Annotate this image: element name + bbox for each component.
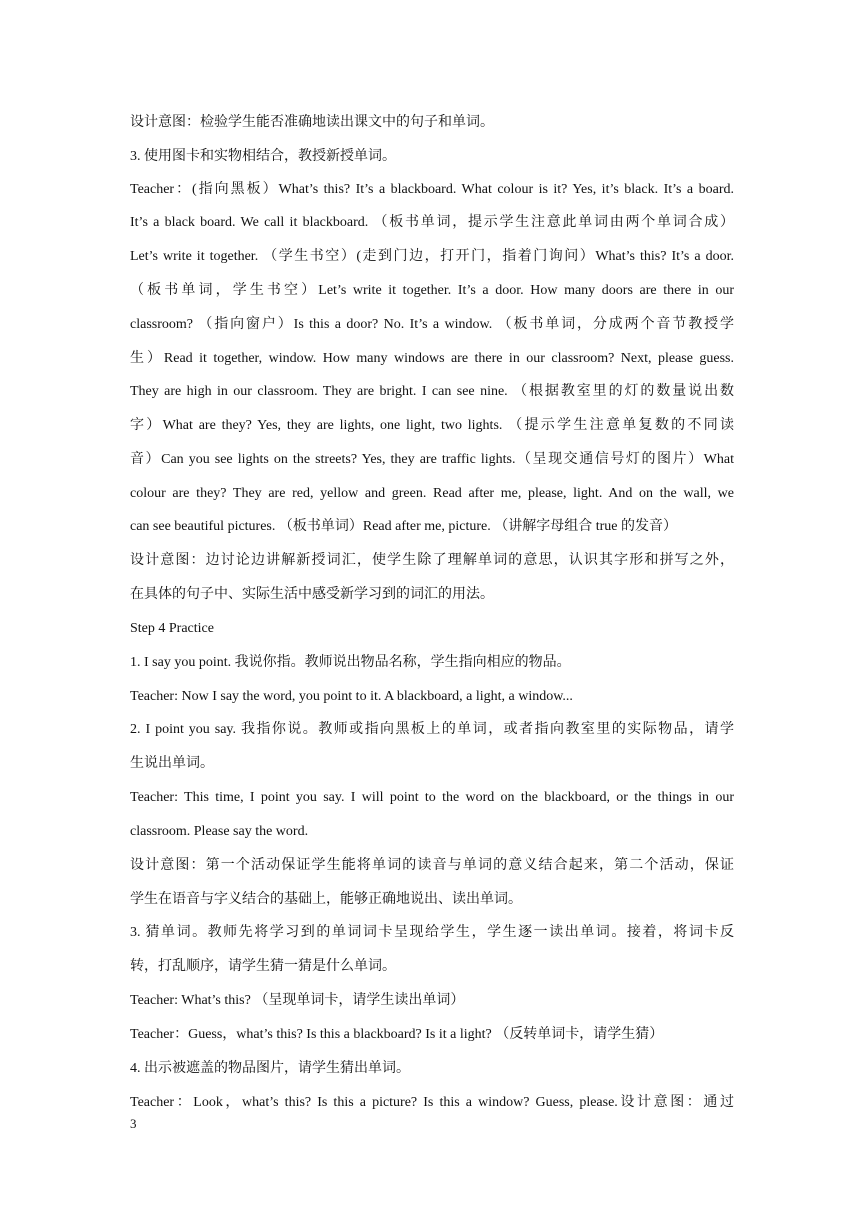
- design-intent-3: 设计意图：第一个活动保证学生能将单词的读音与单词的意义结合起来，第二个活动，保证: [130, 858, 734, 873]
- paragraph-line: can see beautiful pictures. （板书单词）Read after me, picture. （讲解字母组合 true 的发音）: [130, 519, 678, 534]
- activity-2-cont: 生说出单词。: [130, 756, 214, 771]
- activity-1: 1. I say you point. 我说你指。教师说出物品名称，学生指向相应的物品。: [130, 655, 571, 670]
- activity-3-dialog-1: Teacher: What’s this? （呈现单词卡，请学生读出单词）: [130, 993, 465, 1008]
- paragraph-line: colour are they? They are red, yellow and green. Read after me, please, light. And on the wall, we: [130, 486, 734, 501]
- design-intent-1: 设计意图：检验学生能否准确地读出课文中的句子和单词。: [130, 115, 494, 130]
- activity-1-dialog: Teacher: Now I say the word, you point to it. A blackboard, a light, a window...: [130, 689, 573, 704]
- paragraph-line: Teacher：(指向黑板）What’s this? It’s a blackboard. What colour is it? Yes, it’s black. It’s a board.: [130, 182, 734, 197]
- paragraph-line: Let’s write it together. （学生书空）(走到门边，打开门，指着门询问）What’s this? It’s a door.: [130, 249, 734, 264]
- design-intent-2: 设计意图：边讨论边讲解新授词汇，使学生除了理解单词的意思，认识其字形和拼写之外，: [130, 553, 734, 568]
- activity-2-dialog: Teacher: This time, I point you say. I will point to the word on the blackboard, or the things in our: [130, 790, 734, 805]
- paragraph-line: 生）Read it together, window. How many windows are there in our classroom? Next, please guess.: [130, 351, 734, 366]
- design-intent-3-cont: 学生在语音与字义结合的基础上，能够正确地说出、读出单词。: [130, 892, 522, 907]
- step-4-heading: Step 4 Practice: [130, 621, 214, 636]
- activity-2-dialog-cont: classroom. Please say the word.: [130, 824, 309, 839]
- paragraph-line: They are high in our classroom. They are bright. I can see nine. （根据教室里的灯的数量说出数: [130, 384, 734, 399]
- page-number: 3: [130, 1116, 137, 1131]
- step-3-heading: 3. 使用图卡和实物相结合，教授新授单词。: [130, 149, 396, 164]
- paragraph-line: （板书单词，学生书空）Let’s write it together. It’s a door. How many doors are there in our: [130, 283, 734, 298]
- activity-3-dialog-2: Teacher：Guess，what’s this? Is this a blackboard? Is it a light? （反转单词卡，请学生猜）: [130, 1027, 664, 1042]
- activity-3: 3. 猜单词。教师先将学习到的单词词卡呈现给学生，学生逐一读出单词。接着，将词卡反: [130, 925, 734, 940]
- design-intent-2-cont: 在具体的句子中、实际生活中感受新学习到的词汇的用法。: [130, 587, 494, 602]
- paragraph-line: 音）Can you see lights on the streets? Yes, they are traffic lights.（呈现交通信号灯的图片）What: [130, 452, 734, 467]
- activity-3-cont: 转，打乱顺序，请学生猜一猜是什么单词。: [130, 959, 396, 974]
- paragraph-line: It’s a black board. We call it blackboard. （板书单词，提示学生注意此单词由两个单词合成）: [130, 215, 734, 230]
- activity-2: 2. I point you say. 我指你说。教师或指向黑板上的单词，或者指向教室里的实际物品，请学: [130, 722, 734, 737]
- paragraph-line: classroom? （指向窗户）Is this a door? No. It’s a window. （板书单词，分成两个音节教授学: [130, 317, 734, 332]
- paragraph-line: 字）What are they? Yes, they are lights, one light, two lights. （提示学生注意单复数的不同读: [130, 418, 734, 433]
- activity-4: 4. 出示被遮盖的物品图片，请学生猜出单词。: [130, 1061, 410, 1076]
- activity-4-dialog: Teacher：Look，what’s this? Is this a picture? Is this a window? Guess, please.设计意图：通过: [130, 1095, 734, 1110]
